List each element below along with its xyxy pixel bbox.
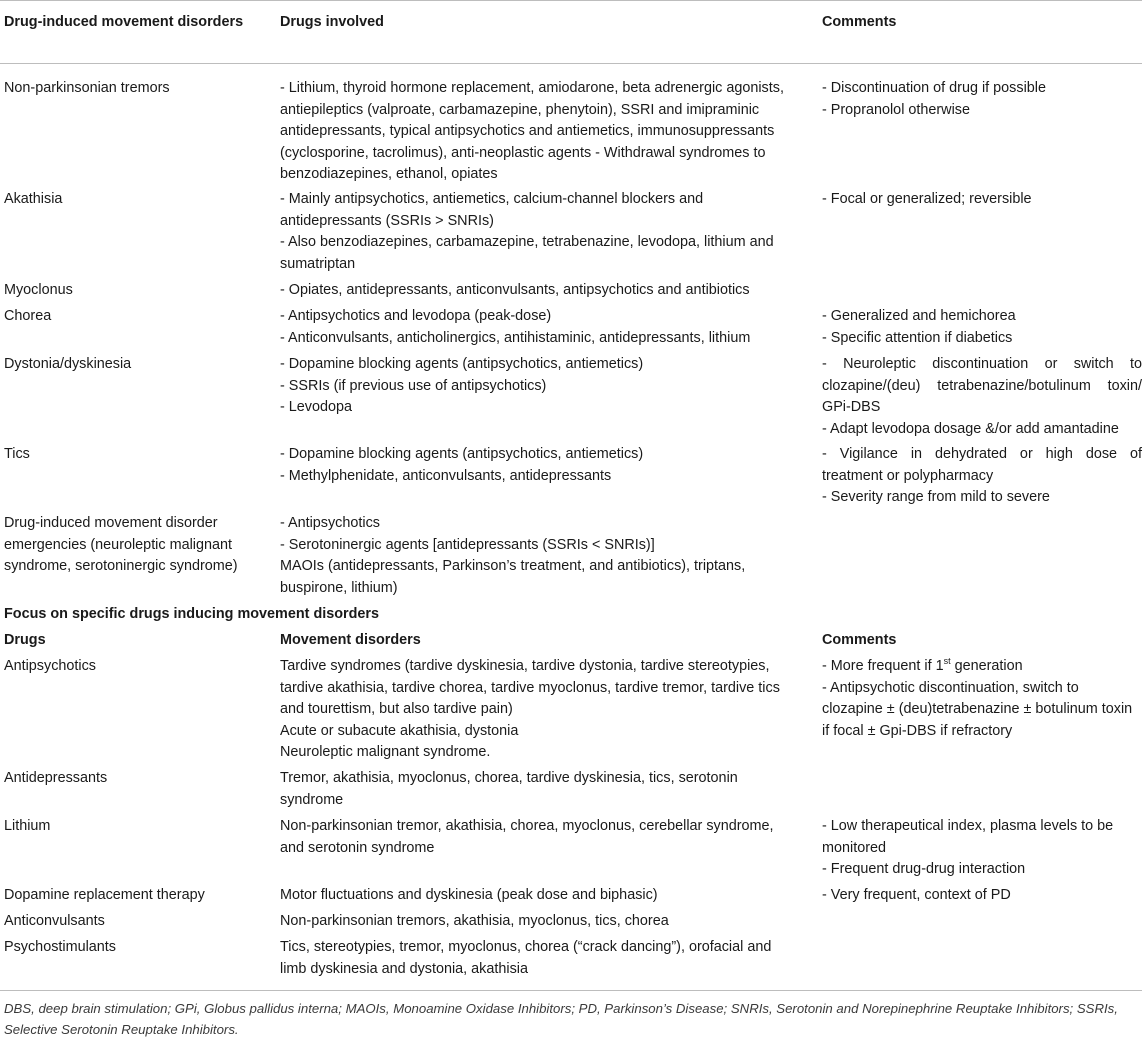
row-drug-lithium: Lithium (4, 818, 51, 834)
section-title: Focus on specific drugs inducing movement disorders (4, 606, 380, 622)
comment-line (822, 656, 1142, 678)
row-disorder-emergencies: Drug-induced movement disorder emergencies (neuroleptic malignant syndrome, serotoninergic syndrome) (4, 515, 238, 574)
comment-line: - Focal or generalized; reversible (822, 191, 1032, 207)
comment-line: - Discontinuation of drug if possible (822, 80, 1046, 96)
drug-line: - Mainly antipsychotics, antiemetics, calcium-channel blockers and antidepressants (SSRIs > SNRIs) (280, 191, 704, 229)
disorder-line: Non-parkinsonian tremors, akathisia, myoclonus, tics, chorea (280, 913, 669, 929)
disorder-line: Acute or subacute akathisia, dystonia (280, 722, 519, 739)
drug-line: - Methylphenidate, anticonvulsants, antidepressants (280, 467, 612, 484)
disorder-line: Non-parkinsonian tremor, akathisia, chorea, myoclonus, cerebellar syndrome, and serotonin syndrome (280, 818, 774, 856)
header-drugs-involved: Drugs involved (280, 14, 384, 30)
row-disorders-psychostimulants (280, 937, 792, 980)
row-drug-dopamine-replacement: Dopamine replacement therapy (4, 887, 205, 903)
drug-line: - Serotoninergic agents [antidepressants (SSRIs < SNRIs)] (280, 536, 655, 553)
drug-line: MAOIs (antidepressants, Parkinson’s treatment, and antibiotics), triptans, buspirone, lithium) (280, 558, 746, 596)
drug-line: - Dopamine blocking agents (antipsychotics, antiemetics) (280, 356, 644, 372)
header-movement-disorders: Movement disorders (280, 632, 421, 648)
row-disorder-dystonia: Dystonia/dyskinesia (4, 356, 132, 372)
row-drug-anticonvulsants: Anticonvulsants (4, 913, 105, 929)
comment-line: - Frequent drug-drug interaction (822, 861, 1026, 877)
row-drugs-emergencies (280, 513, 792, 599)
disorder-line: Tardive syndromes (tardive dyskinesia, tardive dystonia, tardive stereotypies, tardive akathisia, tardive chorea, tardive myoclonus, tardive tremor, tardive tics and tourettism, but also tardive pain) (280, 658, 780, 717)
comment-line: - Very frequent, context of PD (822, 887, 1011, 903)
row-drug-antidepressants: Antidepressants (4, 770, 108, 786)
row-comments-akathisia (822, 189, 1142, 211)
row-disorders-anticonvulsants (280, 911, 792, 933)
row-drug-psychostimulants: Psychostimulants (4, 939, 116, 955)
row-disorders-lithium (280, 816, 792, 859)
table-bottom-rule (0, 990, 1142, 991)
row-drugs-dystonia (280, 354, 792, 419)
row-comments-chorea (822, 306, 1142, 349)
row-disorders-antipsychotics (280, 656, 792, 764)
row-disorder-akathisia: Akathisia (4, 191, 63, 207)
row-drugs-myoclonus (280, 280, 792, 302)
drug-line: - SSRIs (if previous use of antipsychotics) (280, 377, 547, 394)
comment-line: - Vigilance in dehydrated or high dose of treatment or polypharmacy (822, 446, 1142, 484)
drug-line: - Dopamine blocking agents (antipsychotics, antiemetics) (280, 446, 644, 462)
comment-text: generation (950, 658, 1023, 674)
drug-line: - Opiates, antidepressants, anticonvulsants, antipsychotics and antibiotics (280, 282, 750, 298)
row-drugs-akathisia (280, 189, 792, 275)
disorder-line: Neuroleptic malignant syndrome. (280, 744, 491, 760)
comment-line: - Generalized and hemichorea (822, 308, 1016, 324)
header-drugs: Drugs (4, 632, 46, 648)
header-rule (0, 63, 1142, 64)
row-disorder-tremors: Non-parkinsonian tremors (4, 80, 170, 96)
row-disorders-dopamine-replacement (280, 885, 792, 907)
drug-line: - Levodopa (280, 399, 353, 415)
row-disorder-myoclonus: Myoclonus (4, 282, 73, 298)
disorder-line: Tremor, akathisia, myoclonus, chorea, tardive dyskinesia, tics, serotonin syndrome (280, 770, 738, 808)
comment-line: - Neuroleptic discontinuation or switch to clozapine/(deu) tetrabenazine/botulinum toxin/ GPi-DBS (822, 356, 1142, 415)
drug-line: - Antipsychotics (280, 515, 380, 531)
comment-line: - Adapt levodopa dosage &/or add amantadine (822, 420, 1119, 437)
comment-line: - Specific attention if diabetics (822, 329, 1013, 346)
ordinal-superscript: st (943, 656, 951, 666)
comment-line: - Low therapeutical index, plasma levels to be monitored (822, 818, 1114, 856)
row-drugs-tremors: - Lithium, thyroid hormone replacement, amiodarone, beta adrenergic agonists, antiepileptics (valproate, carbamazepine, phenytoin), SSRI and imipraminic antidepressants, typical antipsychotics and antiemetics, immunosuppressants (cyclosporine, tacrolimus), anti-neoplastic agents - Withdrawal syndromes to benzodiazepines, ethanol, opiates (280, 80, 784, 182)
row-drugs-chorea (280, 306, 792, 349)
comment-line: - Severity range from mild to severe (822, 489, 1050, 505)
row-comments-dystonia (822, 354, 1142, 440)
drug-line: - Also benzodiazepines, carbamazepine, tetrabenazine, levodopa, lithium and sumatriptan (280, 234, 774, 272)
row-drugs-tics (280, 444, 792, 487)
table-footnote: DBS, deep brain stimulation; GPi, Globus pallidus interna; MAOIs, Monoamine Oxidase Inhibitors; PD, Parkinson’s Disease; SNRIs, Serotonin and Norepinephrine Reuptake Inhibitors; SSRIs, Selective Serotonin Reuptake Inhibitors. (4, 1001, 1118, 1037)
comment-line: - Antipsychotic discontinuation, switch to clozapine ± (deu)tetrabenazine ± botulinum toxin if focal ± Gpi-DBS if refractory (822, 679, 1133, 739)
header-comments-2: Comments (822, 632, 897, 648)
row-comments-antipsychotics (822, 656, 1142, 742)
disorder-line: Tics, stereotypies, tremor, myoclonus, chorea (“crack dancing”), orofacial and limb dyskinesia and dystonia, akathisia (280, 939, 772, 977)
row-drug-antipsychotics: Antipsychotics (4, 658, 96, 674)
header-disorders: Drug-induced movement disorders (4, 14, 244, 30)
header-comments: Comments (822, 14, 897, 30)
row-disorder-tics: Tics (4, 446, 30, 462)
disorder-line: Motor fluctuations and dyskinesia (peak dose and biphasic) (280, 887, 658, 903)
row-disorders-antidepressants (280, 768, 792, 811)
row-disorder-chorea: Chorea (4, 308, 52, 324)
row-comments-tremors (822, 78, 1142, 121)
comment-line: - Propranolol otherwise (822, 101, 970, 118)
row-comments-tics (822, 444, 1142, 509)
row-comments-dopamine-replacement (822, 885, 1142, 907)
table-top-rule (0, 0, 1142, 1)
comment-text: - More frequent if 1 (822, 658, 944, 674)
drug-line: - Anticonvulsants, anticholinergics, antihistaminic, antidepressants, lithium (280, 329, 751, 346)
row-comments-lithium (822, 816, 1142, 881)
drug-line: - Antipsychotics and levodopa (peak-dose) (280, 308, 552, 324)
